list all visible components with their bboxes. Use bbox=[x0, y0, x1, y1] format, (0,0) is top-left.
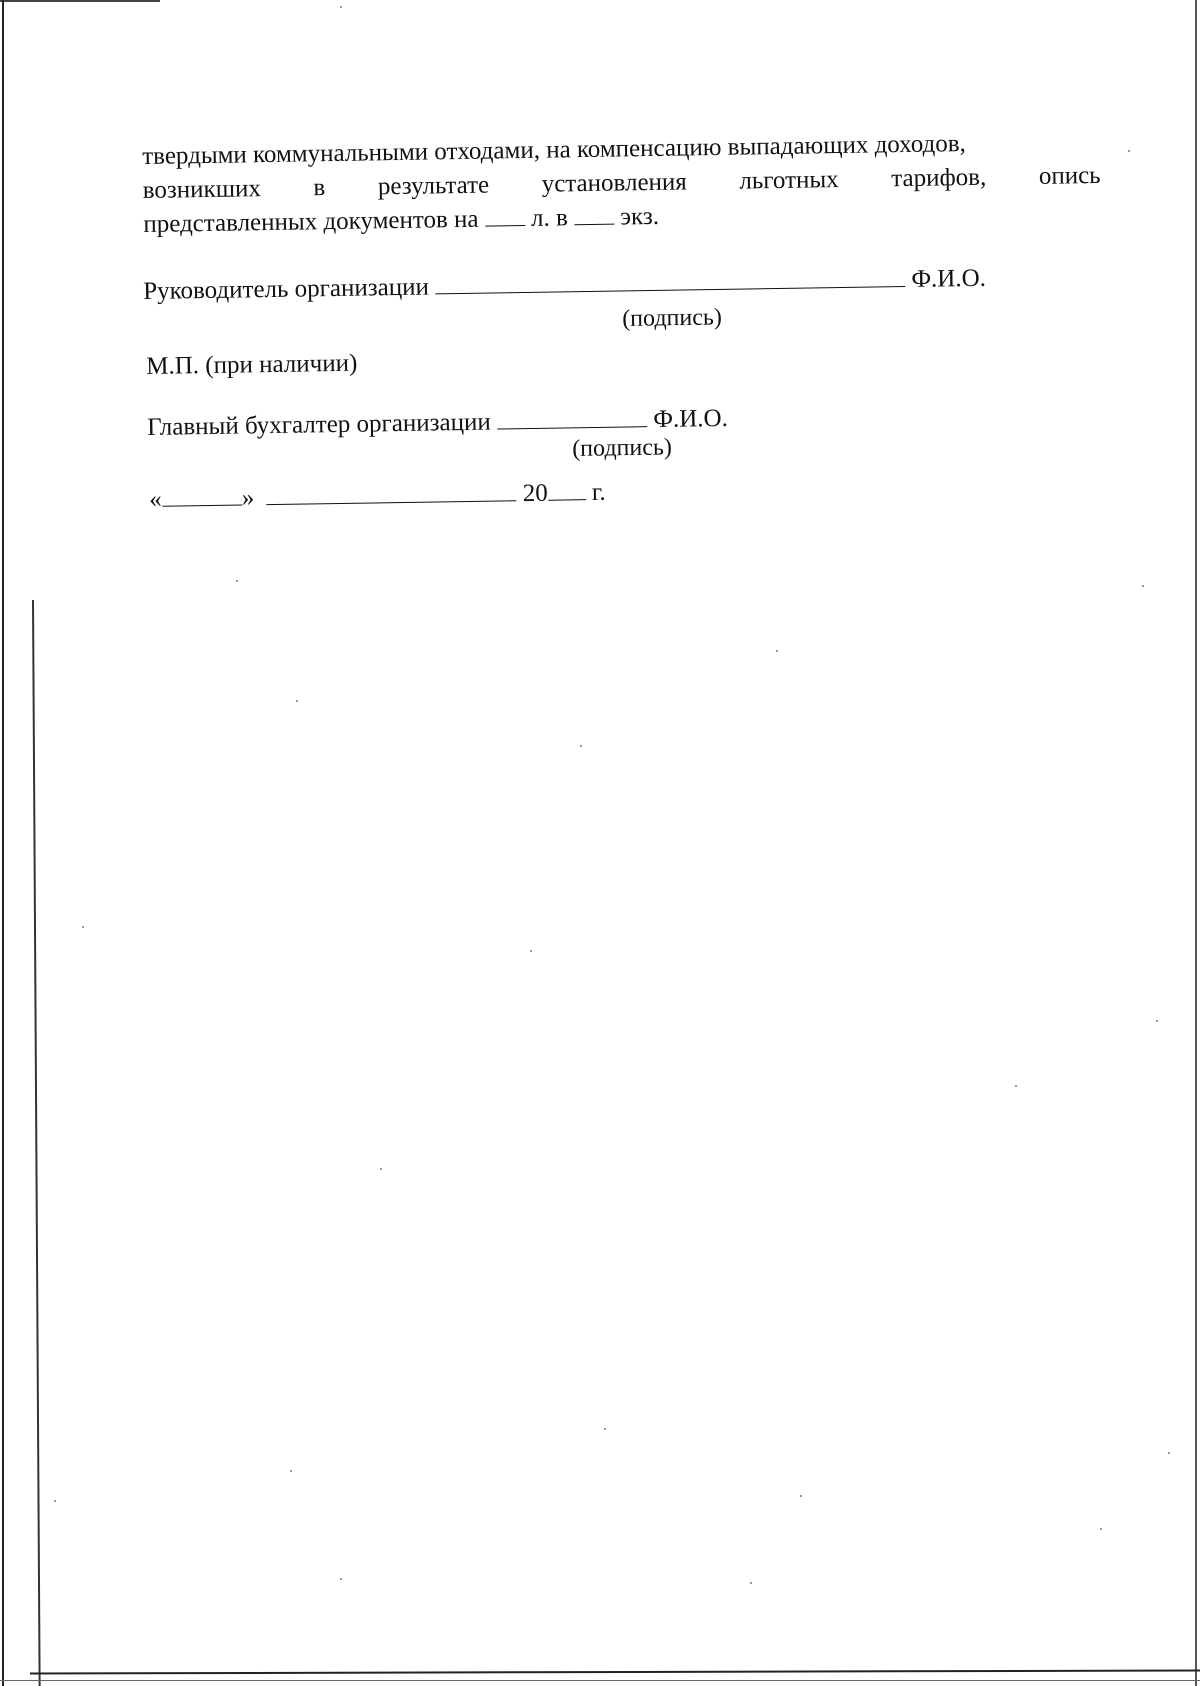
accountant-signature-caption: (подпись) bbox=[572, 434, 673, 462]
date-open-quote: « bbox=[149, 485, 162, 513]
date-close-quote: » bbox=[241, 484, 255, 512]
copies-label: л. в bbox=[530, 204, 569, 232]
paragraph-line-1: твердыми коммунальными отходами, на компенсацию выпадающих доходов, bbox=[142, 130, 966, 170]
scan-speck bbox=[340, 6, 342, 8]
scan-edge-bottom bbox=[30, 1669, 1200, 1674]
head-fio-label: Ф.И.О. bbox=[911, 264, 987, 293]
copies-unit: экз. bbox=[620, 202, 660, 231]
word: установления bbox=[541, 168, 688, 198]
pages-count-label: представленных документов на bbox=[143, 205, 479, 238]
scan-speck bbox=[1128, 150, 1130, 152]
head-signature-line[interactable] bbox=[435, 264, 905, 294]
seal-label: М.П. (при наличии) bbox=[146, 349, 358, 380]
word: тарифов, bbox=[891, 163, 987, 193]
scan-speck bbox=[340, 1578, 342, 1580]
accountant-signature-line[interactable] bbox=[497, 404, 647, 429]
head-signature-label: Руководитель организации bbox=[143, 273, 430, 305]
date-day-blank[interactable] bbox=[161, 483, 241, 507]
scan-speck bbox=[800, 1495, 802, 1497]
accountant-fio-label: Ф.И.О. bbox=[653, 404, 729, 434]
scan-edge-right bbox=[1195, 0, 1197, 1686]
date-year-suffix: г. bbox=[591, 478, 606, 507]
scan-edge-top bbox=[0, 0, 160, 2]
scan-speck bbox=[1142, 585, 1144, 587]
scan-speck bbox=[1156, 1020, 1158, 1022]
date-line bbox=[149, 477, 606, 515]
scan-speck bbox=[604, 1428, 606, 1430]
scan-speck bbox=[1168, 1452, 1170, 1454]
word: в bbox=[313, 174, 326, 202]
word: льготных bbox=[739, 166, 839, 195]
word: результате bbox=[377, 171, 490, 201]
date-month-blank[interactable] bbox=[266, 478, 516, 505]
scan-speck bbox=[82, 926, 84, 928]
scan-speck bbox=[580, 745, 582, 747]
body-paragraph bbox=[142, 125, 1101, 242]
pages-count-blank[interactable] bbox=[485, 203, 525, 227]
scan-speck bbox=[54, 1500, 56, 1502]
scan-speck bbox=[1015, 1085, 1017, 1087]
scan-speck bbox=[750, 1582, 752, 1584]
accountant-signature-label: Главный бухгалтер организации bbox=[147, 408, 491, 441]
scan-speck bbox=[236, 580, 238, 582]
scan-edge-bottom-outer bbox=[0, 1680, 1200, 1681]
date-year-prefix: 20 bbox=[522, 479, 548, 508]
scan-edge-left bbox=[2, 0, 4, 1686]
scan-edge-left-inner bbox=[32, 600, 41, 1686]
scan-speck bbox=[530, 950, 532, 952]
scan-speck bbox=[296, 700, 298, 702]
head-signature-caption: (подпись) bbox=[622, 304, 723, 332]
head-signature-row bbox=[143, 263, 986, 307]
scan-speck bbox=[776, 650, 778, 652]
word: опись bbox=[1038, 161, 1101, 190]
scan-speck bbox=[290, 1470, 292, 1472]
copies-count-blank[interactable] bbox=[574, 202, 614, 226]
word: возникших bbox=[142, 175, 262, 204]
date-year-blank[interactable] bbox=[547, 477, 585, 501]
scan-speck bbox=[380, 1168, 382, 1170]
scan-speck bbox=[1100, 1528, 1102, 1530]
